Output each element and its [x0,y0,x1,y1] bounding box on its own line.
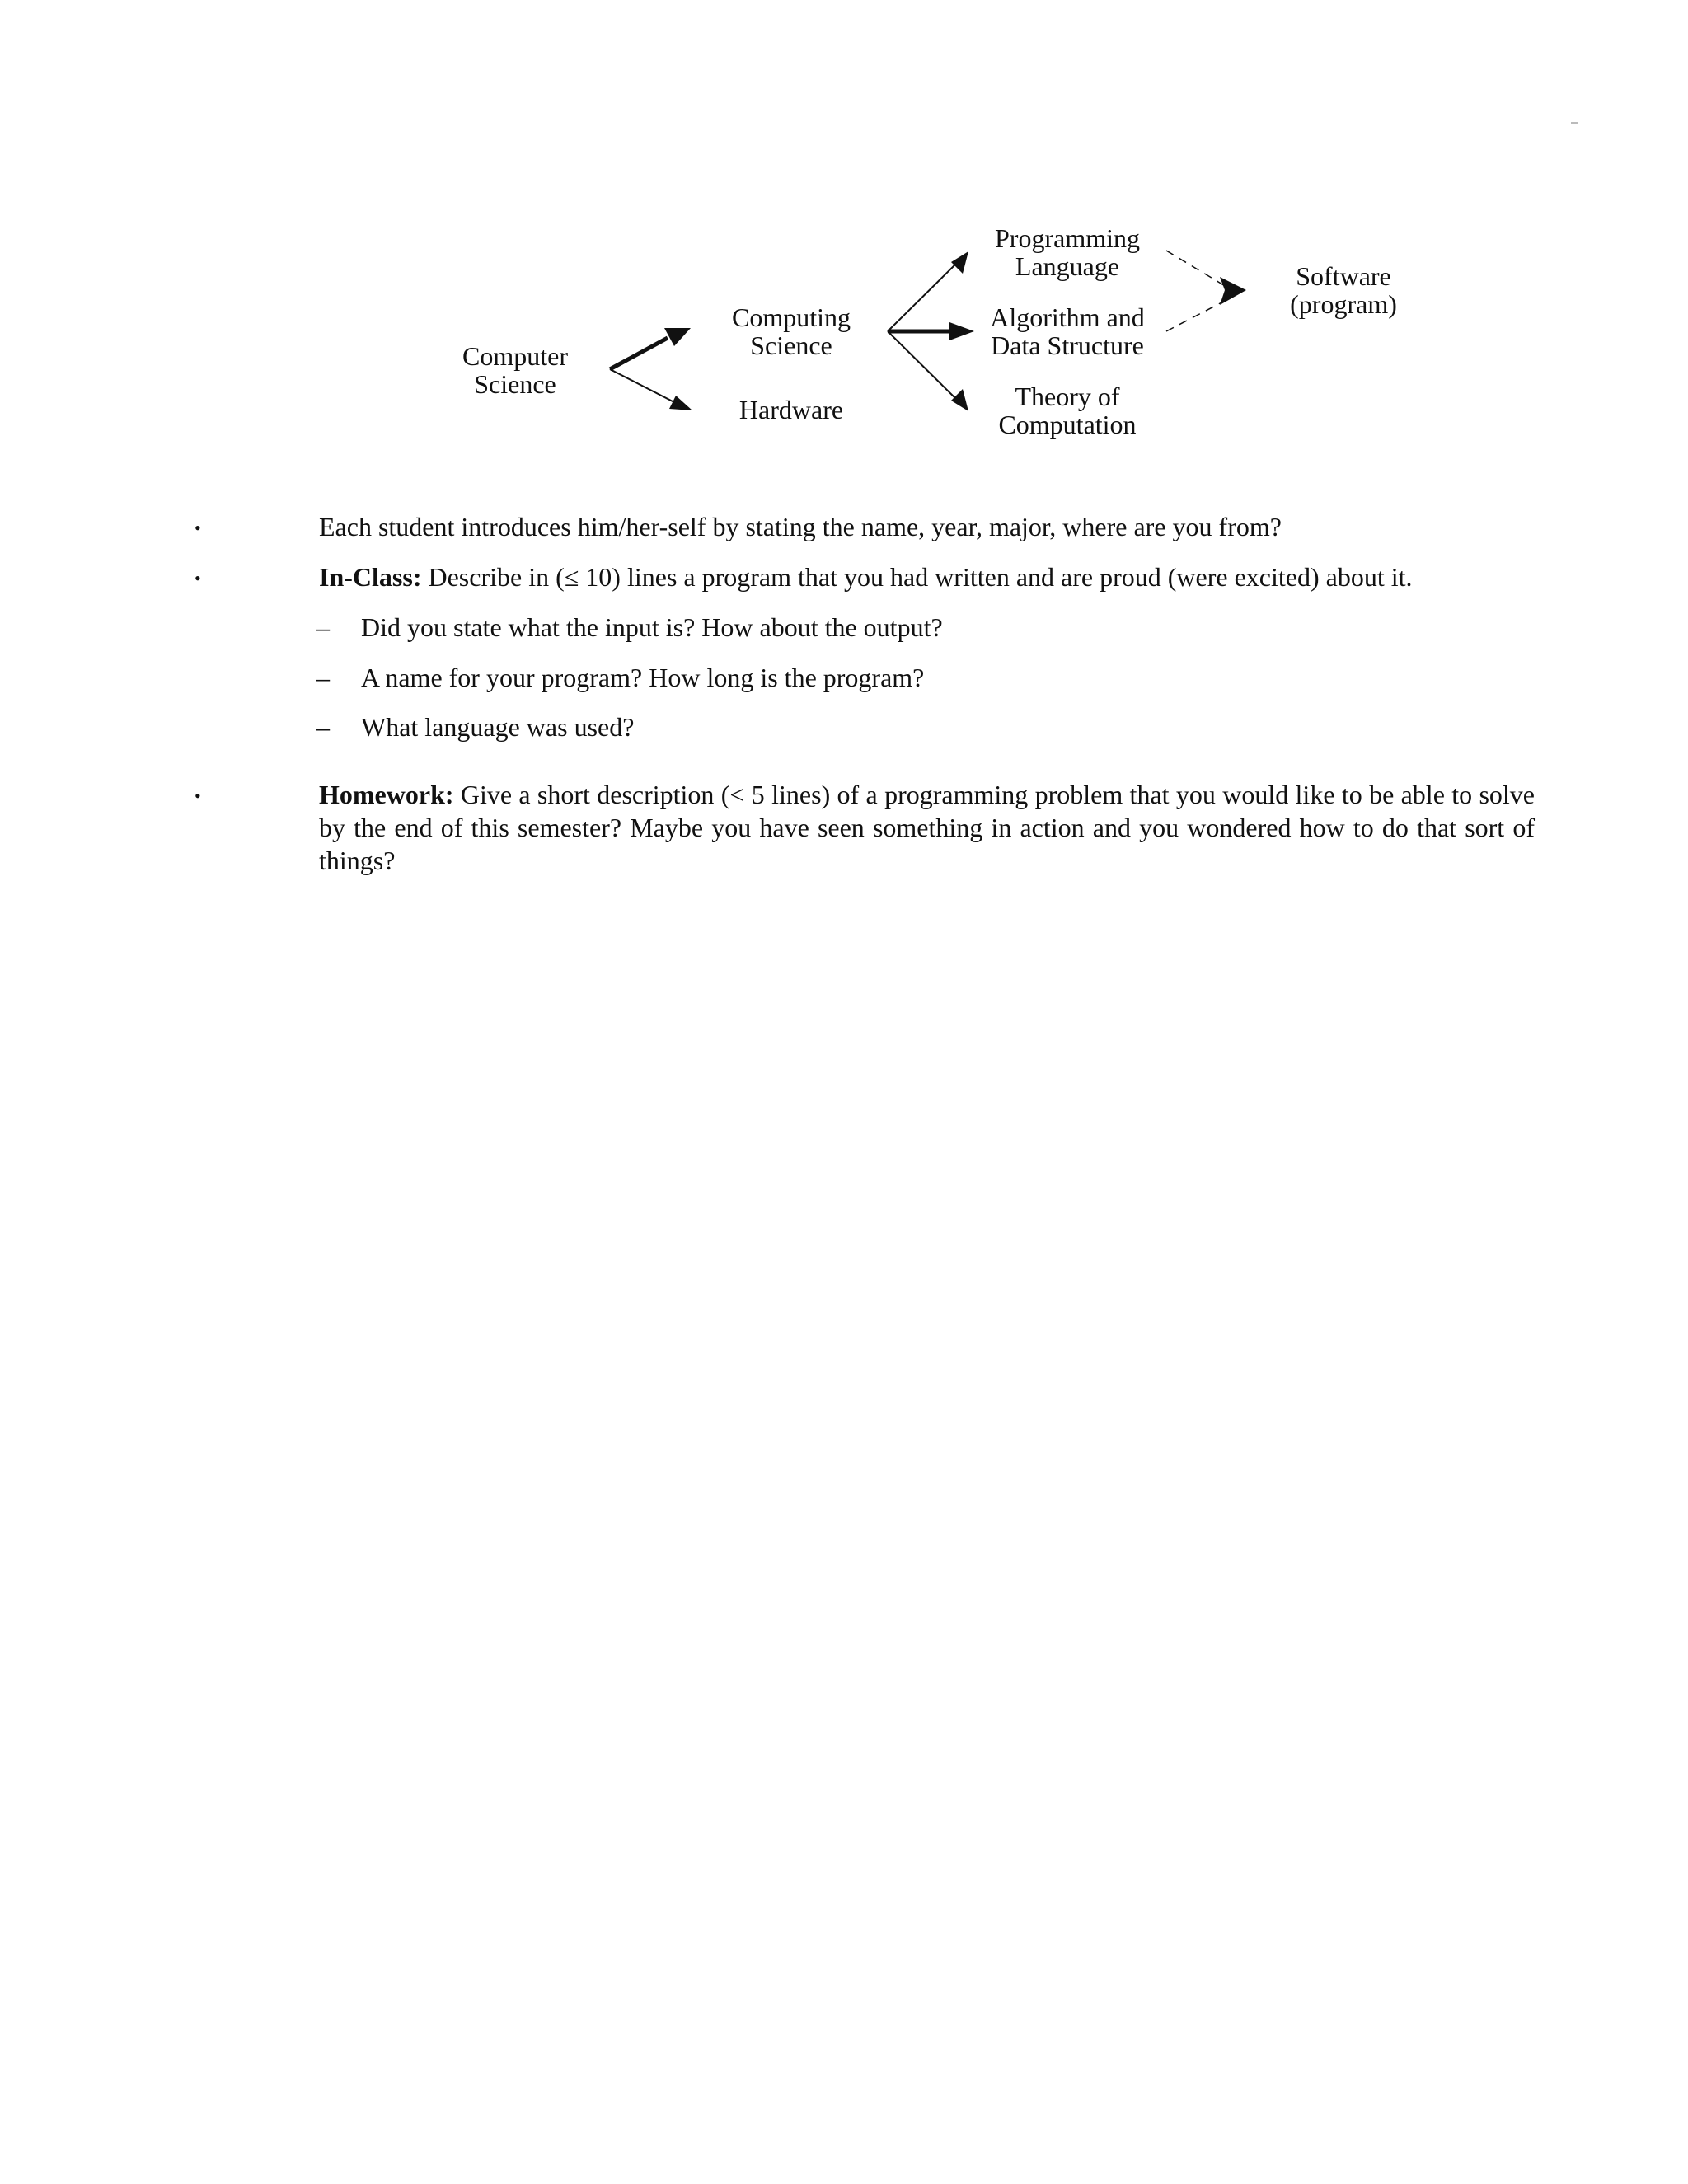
node-label: Hardware [738,395,844,424]
node-label: Computing [731,302,851,332]
node-label: Science [474,369,556,399]
scan-mark [1571,122,1578,124]
list-item-homework [319,778,1535,877]
item-text: Give a short description (< 5 lines) of a programming problem that you would like to be able to solve by the end of this semester? Maybe you have seen something in action and you wondered how to do that sort of things? [319,780,1535,875]
node-computing-science [709,303,874,359]
dash-symbol: – [316,712,330,742]
node-programming-language [968,224,1166,280]
node-label: Computation [998,410,1137,439]
arrowhead-computing-to-pl [951,251,968,274]
node-label: Computer [462,341,568,371]
arrowhead-cs-to-computing [664,328,691,346]
node-algorithm-data-structure [968,303,1166,359]
arrow-ads-to-software [1166,300,1226,331]
arrow-computing-to-toc [888,331,958,401]
dash-symbol: – [316,612,330,642]
item-label: Homework: [319,780,454,809]
node-label: Data Structure [991,330,1144,360]
bullet-symbol: • [195,518,201,538]
arrowhead-to-software [1220,277,1246,305]
node-label: Algorithm and [990,302,1145,332]
bullet-symbol: • [195,568,201,588]
node-computer-science [433,342,598,398]
list-item-introduction [319,510,1535,543]
node-software [1261,262,1426,318]
node-theory-of-computation [968,382,1166,438]
node-label: Software [1296,261,1391,291]
item-label: In-Class: [319,562,422,592]
list-item-in-class [319,560,1535,593]
item-text: Describe in (≤ 10) lines a program that you had written and are proud (were excited) about it. [421,562,1413,592]
diagram-arrows [0,0,1688,462]
arrowhead-computing-to-toc [951,389,968,411]
sub-item: What language was used? [361,712,635,742]
arrow-cs-to-hardware [610,369,674,402]
item-text: Each student introduces him/her-self by stating the name, year, major, where are you from? [319,512,1282,541]
sub-item: Did you state what the input is? How about the output? [361,612,943,642]
node-label: Programming [995,223,1140,253]
arrow-pl-to-software [1166,251,1226,287]
node-label: Language [1015,251,1120,281]
node-label: Theory of [1015,382,1120,411]
arrow-cs-to-computing [610,338,668,369]
node-label: (program) [1290,289,1397,319]
sub-item: A name for your program? How long is the program? [361,663,925,692]
bullet-symbol: • [195,785,201,806]
node-hardware [709,396,874,424]
dash-symbol: – [316,663,330,692]
concept-diagram [0,0,1688,462]
arrowhead-cs-to-hardware [669,396,692,410]
arrow-computing-to-pl [888,262,958,331]
node-label: Science [750,330,832,360]
